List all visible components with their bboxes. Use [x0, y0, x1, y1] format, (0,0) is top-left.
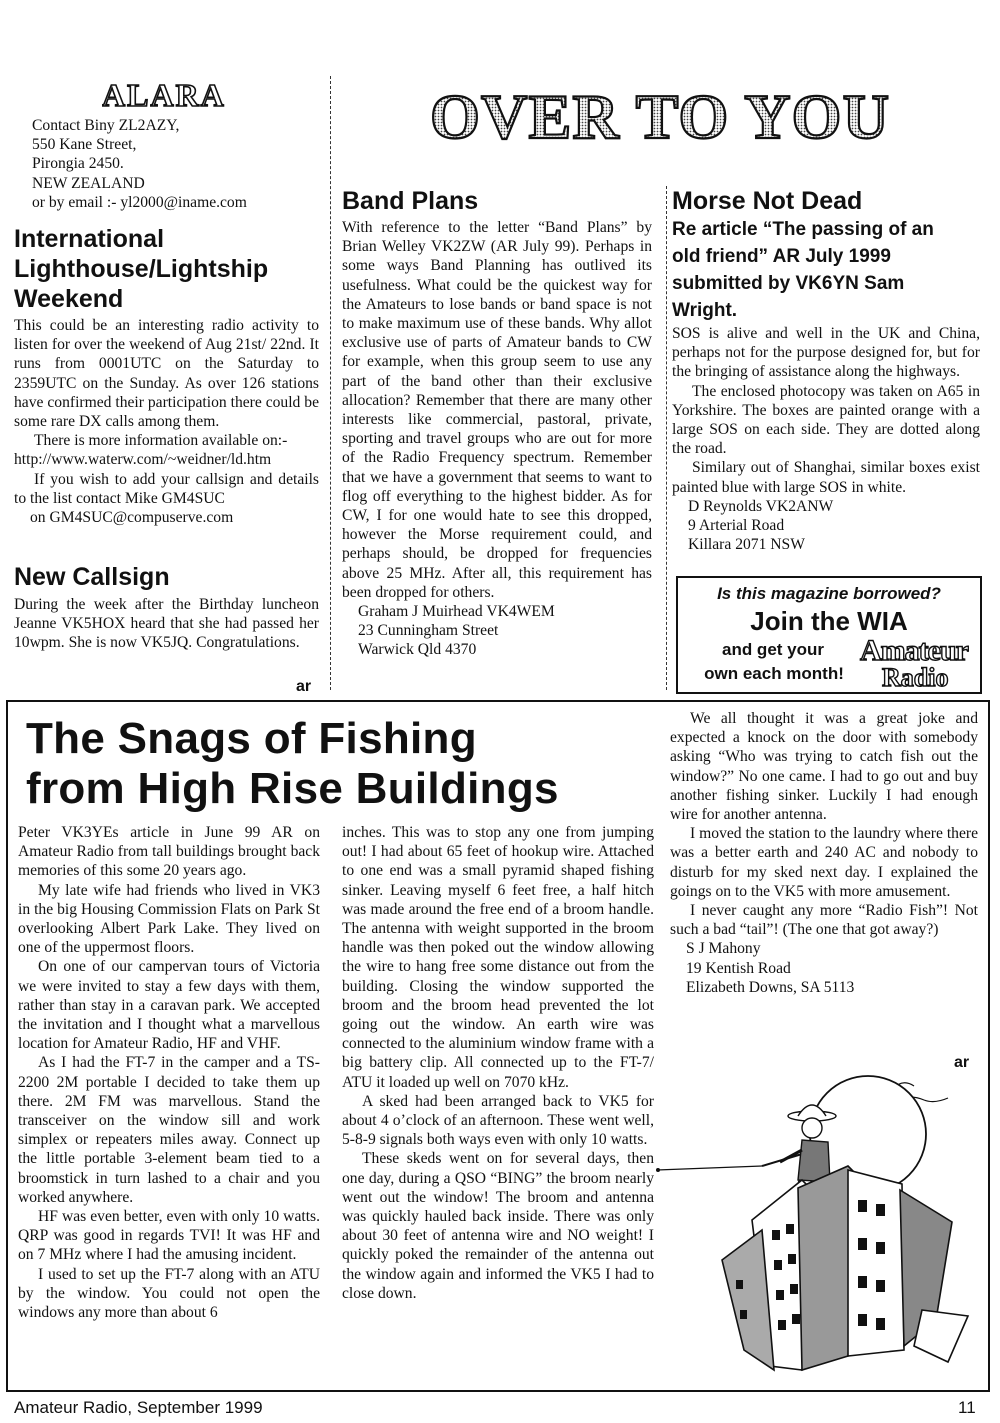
alara-logo-text: ALARA: [102, 78, 226, 112]
snags-paragraph: We all thought it was a great joke and expected a knock on the door with somebody asking “Who was trying to catch fish out the window?” No one came. I had to go out and buy another fishing sinker. Luckily I had enough wire for another antenna.: [670, 710, 978, 824]
ad-join: Join the WIA: [750, 606, 908, 636]
fishing-line: [657, 1166, 762, 1170]
snags-paragraph: On one of our campervan tours of Victoria we were invited to stay a few days with them, rather than stay in a caravan park. We accepted the invitation and I thought what a marvellous location for Amateur Radio, HF and VHF.: [18, 958, 320, 1053]
snags-signature: S J Mahony 19 Kentish Road Elizabeth Downs, SA 5113: [686, 940, 855, 996]
callsign-title: New Callsign: [14, 563, 170, 591]
alara-logo: [102, 78, 242, 112]
snags-title: The Snags of Fishing from High Rise Buildings: [26, 714, 559, 813]
footer-publication: Amateur Radio, September 1999: [14, 1398, 263, 1417]
snags-paragraph: As I had the FT-7 in the camper and a TS-2200 2M portable I decided to take them up there. 2M FM was marvellous. Stand the transceiver on the window sill and work simplex or repeaters miles away. Connect up the little portable 3-element beam tied to a broomstick in turn lashed to a chair and you worked anywhere.: [18, 1054, 320, 1206]
band-plans-article: [342, 186, 652, 660]
callsign-end-mark: ar: [296, 678, 312, 695]
callsign-article: [14, 562, 319, 653]
callsign-p1: During the week after the Birthday luncheon Jeanne VK5HOX heard that she had passed her 10wpm. She is now VK5JQ. Congratulations.: [14, 596, 319, 652]
buildings-cluster: [722, 1166, 968, 1370]
ad-question: Is this magazine borrowed?: [717, 584, 941, 603]
morse-subtitle: Re article “The passing of an old friend” AR July 1999 submitted by VK6YN Sam Wright.: [672, 219, 934, 321]
morse-article: [672, 186, 980, 554]
footer-page-number: 11: [958, 1398, 976, 1417]
ad-line2: own each month!: [704, 664, 844, 683]
snags-column-2: [342, 823, 654, 1303]
lighthouse-article: [14, 224, 319, 527]
lighthouse-url: http://www.waterw.com/~weidner/ld.htm: [14, 451, 272, 469]
lighthouse-p1: This could be an interesting radio activity to listen for over the weekend of Aug 21st/ 22nd. It runs from 0001UTC on the Saturday to 2359UTC on the Sunday. As over 126 stations have confirmed their participation there could be some rare DX calls among them.: [14, 317, 319, 431]
morse-signature: D Reynolds VK2ANW 9 Arterial Road Killara 2071 NSW: [688, 497, 834, 554]
lighthouse-p3: If you wish to add your callsign and details to the list contact Mike GM4SUC: [14, 470, 319, 507]
snags-paragraph: A sked had been arranged back to VK5 for about 4 o’clock of an afternoon. These went well, 5-8-9 signals both ways even with only 10 watts.: [342, 1092, 654, 1149]
snags-end-mark: ar: [954, 1054, 970, 1071]
snags-paragraph: These skeds went on for several days, then one day, during a QSO “BING” the broom nearly went out the window! The broom and antenna was quickly hauled back inside. There was only about 30 feet of antenna wire and NO weight! I quickly poked the remainder of the antenna out the window again and informed the VK5 I had to close down.: [342, 1150, 654, 1302]
band-plans-p1: With reference to the letter “Band Plans” by Brian Welley VK2ZW (AR July 99). Perhaps in some ways Band Planning has outlived its usefulness. What could be the quickest way for the Amateurs to lose bands or band space is not to make maximum use of these bands. Why allot exclusive use of parts of Amateur bands to CW for example, when this group seem to use any part of the band other than their exclusive allocation? Remember that there are many other interests like commercial, pastoral, private, sporting and travel groups who are out for more of the Radio Frequency spectrum. Remember that we have a government that seems to want to flog off everything to the highest bidder. As for CW, I for one would hate to see this dropped, however the Morse requirement could, and perhaps should, be dropped for frequencies above 25 MHz. After all, this requirement has been dropped for others.: [342, 219, 652, 601]
alara-contact: Contact Biny ZL2AZY, 550 Kane Street, Pirongia 2450. NEW ZEALAND or by email :- yl2000@iname.com: [32, 117, 247, 211]
lighthouse-email: on GM4SUC@compuserve.com: [30, 509, 234, 527]
morse-p2: The enclosed photocopy was taken on A65 in Yorkshire. The boxes are painted orange with a large SOS on each side. They are dotted along the road.: [672, 382, 980, 458]
snags-paragraph: inches. This was to stop any one from jumping out! I had about 65 feet of hookup wire. Attached to one end was a small pyramid shaped fishing sinker. Leaving myself 6 feet free, a half hitch was made around the free end of a broom handle. The antenna with weight supported in the broom handle was then poked out the window allowing the wire to hang free some distance out from the building. Closing the window supported the broom and the broom head prevented the lot going out the window. An earth wire was connected to the aluminium window frame with a big battery clip. All connected up to the FT-7/ ATU it loaded up well on 7070 kHz.: [342, 824, 654, 1091]
band-plans-signature: Graham J Muirhead VK4WEM 23 Cunningham Street Warwick Qld 4370: [358, 603, 555, 659]
band-plans-title: Band Plans: [342, 187, 479, 215]
lighthouse-title: International Lighthouse/Lightship Weekend: [14, 225, 269, 313]
snags-paragraph: My late wife had friends who lived in VK3 in the big Housing Commission Flats on Park St overlooking Albert Park Lake. They lived on one of the uppermost floors.: [18, 881, 320, 957]
column-divider: [330, 76, 331, 690]
ad-line1: and get your: [721, 640, 824, 659]
snags-column-1: [18, 823, 320, 1322]
over-to-you-banner: [425, 76, 895, 152]
snags-paragraph: I moved the station to the laundry where there was a better earth and 240 AC and nobody to disturb for my sked next day. I explained the goings on to the VK5 with more amusement.: [670, 825, 978, 900]
snags-paragraph: Peter VK3YEs article in June 99 AR on Amateur Radio from tall buildings brought back memories of this some 20 years ago.: [18, 824, 320, 880]
snags-paragraph: I never caught any more “Radio Fish”! Not such a bad “tail”! (The one that got away?): [670, 902, 978, 939]
wia-advertisement: [676, 576, 982, 694]
morse-p3: Similary out of Shanghai, similar boxes exist painted blue with large SOS in white.: [672, 459, 980, 496]
snags-paragraph: I used to set up the FT-7 along with an ATU by the window. You could not open the windows any more than about 6: [18, 1265, 320, 1322]
morse-title: Morse Not Dead: [672, 187, 863, 215]
snags-column-3: [670, 709, 978, 997]
amateur-radio-logo: Amateur Radio: [860, 634, 968, 692]
over-to-you-text: OVER TO YOU: [430, 81, 890, 152]
column-divider: [666, 186, 667, 690]
snags-paragraph: HF was even better, even with only 10 watts. QRP was good in regards TVI! It was HF and on 7 MHz where I had the amusing incident.: [18, 1208, 320, 1264]
lighthouse-p2: There is more information available on:-: [34, 432, 288, 450]
morse-p1: SOS is alive and well in the UK and China, perhaps not for the purpose designed for, but for the bringing of assistance along the highways.: [672, 325, 980, 381]
fishing-illustration: [652, 1070, 982, 1380]
